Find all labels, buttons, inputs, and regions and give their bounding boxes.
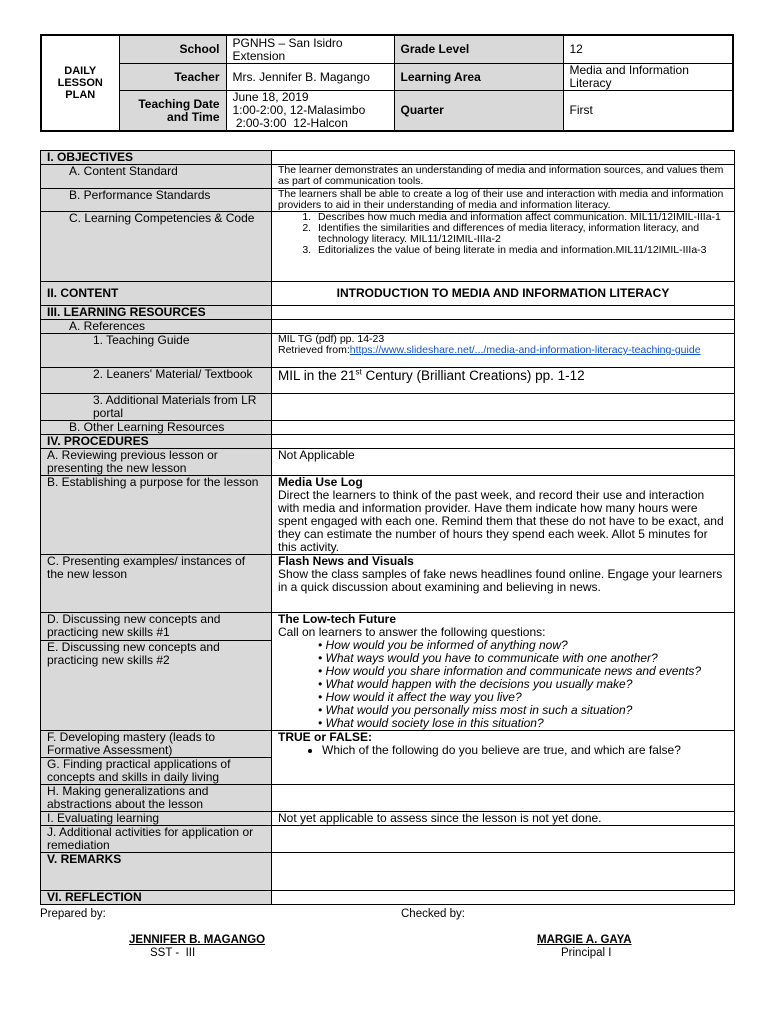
procedure-h-label: H. Making generalizations and abstractions about the lesson	[41, 785, 272, 812]
header-table	[40, 34, 734, 132]
media-use-log-text: Direct the learners to think of the past week, and record their use and interaction with media and information provider. Have them indicate how many hours were spent engaged with each one. Remind them that these do not have to be exact, and they can estimate the number of hours they spend each week. Allot 5 minutes for this activity.	[278, 488, 724, 554]
true-false-item: • Which of the following do you believe are true, and which are false?	[322, 744, 728, 757]
area-value: Media and Information Literacy	[563, 64, 733, 91]
content-title: INTRODUCTION TO MEDIA AND INFORMATION LITERACY	[272, 282, 735, 306]
flash-news-text: Show the class samples of fake news headlines found online. Engage your learners in a quick discussion about examining and believing in news.	[278, 567, 723, 594]
quarter-label: Quarter	[394, 91, 563, 132]
content-heading: II. CONTENT	[41, 282, 272, 306]
school-value: PGNHS – San Isidro Extension	[226, 35, 394, 64]
reflection-heading: VI. REFLECTION	[41, 891, 272, 905]
question-item: • How would you share information and communicate news and events?	[318, 664, 702, 678]
question-item: • What would society lose in this situation?	[318, 716, 544, 730]
content-standard-label: A. Content Standard	[41, 165, 272, 189]
other-resources-label: B. Other Learning Resources	[41, 421, 272, 435]
school-label: School	[119, 35, 226, 64]
checker-name: MARGIE A. GAYA	[537, 934, 632, 946]
question-item: • What would you personally miss most in such a situation?	[318, 703, 633, 717]
checked-by-label: Checked by:	[401, 908, 465, 920]
grade-label: Grade Level	[394, 35, 563, 64]
competency-item: 2. Identifies the similarities and differences of media literacy, information literacy, and technology literacy. MIL11/12IMIL-IIIa-2	[314, 223, 728, 245]
question-item: • What ways would you have to communicate with one another?	[318, 651, 658, 665]
teacher-value: Mrs. Jennifer B. Magango	[226, 64, 394, 91]
grade-value: 12	[563, 35, 733, 64]
flash-news-title: Flash News and Visuals	[278, 554, 414, 568]
performance-standard-label: B. Performance Standards	[41, 189, 272, 212]
procedure-j-label: J. Additional activities for application or remediation	[41, 826, 272, 853]
question-item: • What would happen with the decisions you usually make?	[318, 677, 633, 691]
competencies-label: C. Learning Competencies & Code	[41, 212, 272, 282]
teacher-label: Teacher	[119, 64, 226, 91]
procedure-fg-content	[272, 731, 735, 785]
competencies-list	[272, 212, 735, 282]
date-label: Teaching Date and Time	[119, 91, 226, 132]
procedure-g-label: G. Finding practical applications of concepts and skills in daily living	[41, 758, 272, 785]
procedure-d-label: D. Discussing new concepts and practicing new skills #1	[41, 613, 272, 641]
procedure-b-content	[272, 476, 735, 555]
quarter-value: First	[563, 91, 733, 132]
teaching-guide-link[interactable]: https://www.slideshare.net/.../media-and-information-literacy-teaching-guide	[349, 344, 701, 356]
procedure-i-text: Not yet applicable to assess since the lesson is not yet done.	[272, 812, 735, 826]
true-false-title: TRUE or FALSE:	[278, 730, 373, 744]
references-label: A. References	[41, 320, 272, 334]
prepared-by-label: Prepared by:	[40, 908, 106, 920]
objectives-heading: I. OBJECTIVES	[41, 151, 272, 165]
dlp-title: DAILY LESSON PLAN	[41, 35, 119, 131]
low-tech-title: The Low-tech Future	[278, 612, 396, 626]
preparer-title: SST - III	[150, 947, 196, 959]
procedure-f-label: F. Developing mastery (leads to Formative Assessment)	[41, 731, 272, 758]
learners-material-value: MIL in the 21st Century (Brilliant Creations) pp. 1-12	[272, 368, 735, 394]
low-tech-questions	[278, 639, 728, 730]
lesson-plan-table	[40, 150, 735, 905]
procedure-b-label: B. Establishing a purpose for the lesson	[41, 476, 272, 555]
teaching-guide-value: MIL TG (pdf) pp. 14-23 Retrieved from:https://www.slideshare.net/.../media-and-information-literacy-teaching-guide	[272, 334, 735, 368]
media-use-log-title: Media Use Log	[278, 475, 363, 489]
procedure-c-content	[272, 555, 735, 613]
remarks-heading: V. REMARKS	[41, 853, 272, 891]
checker-title: Principal I	[561, 947, 612, 959]
low-tech-intro: Call on learners to answer the following questions:	[278, 625, 546, 639]
content-standard-text: The learner demonstrates an understanding of media and information sources, and values them as part of communication tools.	[272, 165, 735, 189]
procedure-e-label: E. Discussing new concepts and practicing new skills #2	[41, 641, 272, 731]
preparer-name: JENNIFER B. MAGANGO	[129, 934, 266, 946]
procedure-i-label: I. Evaluating learning	[41, 812, 272, 826]
resources-heading: III. LEARNING RESOURCES	[41, 306, 272, 320]
question-item: • How would you be informed of anything now?	[318, 638, 568, 652]
area-label: Learning Area	[394, 64, 563, 91]
procedure-a-label: A. Reviewing previous lesson or presenting the new lesson	[41, 449, 272, 476]
learners-material-label: 2. Leaners' Material/ Textbook	[41, 368, 272, 394]
question-item: • How would it affect the way you live?	[318, 690, 522, 704]
additional-materials-label: 3. Additional Materials from LR portal	[41, 394, 272, 421]
performance-standard-text: The learners shall be able to create a log of their use and interaction with media and information providers to aid in their understanding of media and information literacy.	[272, 189, 735, 212]
procedure-de-content	[272, 613, 735, 731]
procedures-heading: IV. PROCEDURES	[41, 435, 272, 449]
teaching-guide-label: 1. Teaching Guide	[41, 334, 272, 368]
procedure-c-label: C. Presenting examples/ instances of the new lesson	[41, 555, 272, 613]
competency-item: 1. Describes how much media and information affect communication. MIL11/12IMIL-IIIa-1	[314, 212, 728, 223]
competency-item: 3. Editorializes the value of being literate in media and information.MIL11/12IMIL-IIIa-3	[314, 245, 728, 256]
date-value: June 18, 2019 1:00-2:00, 12-Malasimbo 2:00-3:00 12-Halcon	[226, 91, 394, 132]
procedure-a-text: Not Applicable	[272, 449, 735, 476]
